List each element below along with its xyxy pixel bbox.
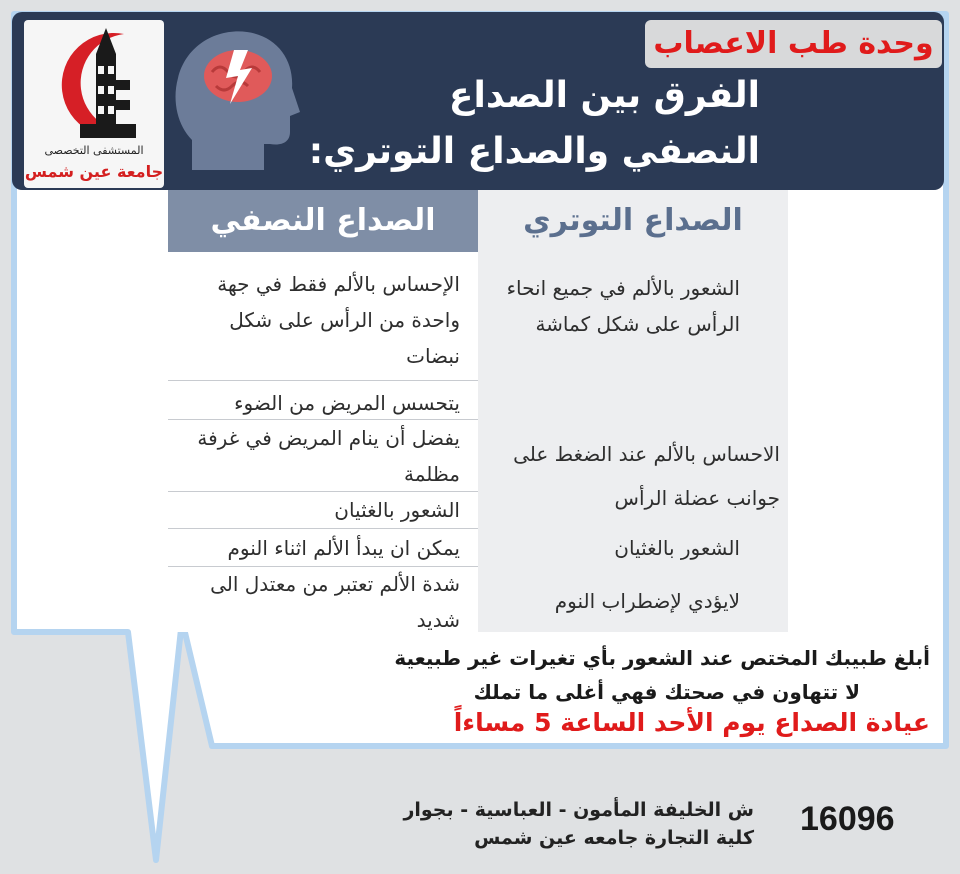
tension-item: لايؤدي لإضطراب النوم xyxy=(554,589,740,613)
row-divider xyxy=(168,380,478,381)
hospital-logo xyxy=(24,20,164,188)
logo-name-line-2: جامعة عين شمس xyxy=(24,162,164,181)
migraine-item: يفضل أن ينام المريض في غرفة مظلمة xyxy=(197,426,460,486)
advice-line-2: لا تتهاون في صحتك فهي أغلى ما تملك xyxy=(473,680,860,704)
address-line-2: كلية التجارة جامعه عين شمس xyxy=(474,827,754,849)
title-line-2: النصفي والصداع التوتري: xyxy=(308,131,760,172)
address xyxy=(403,796,754,852)
migraine-item: شدة الألم تعتبر من معتدل الى شديد xyxy=(210,572,460,632)
migraine-column-header: الصداع النصفي xyxy=(168,190,478,252)
page-title xyxy=(240,68,760,180)
clinic-schedule: عيادة الصداع يوم الأحد الساعة 5 مساءاً xyxy=(453,708,930,737)
logo-name-line-1: المستشفى التخصصى xyxy=(44,144,144,157)
tension-item: الاحساس بالألم عند الضغط على جوانب عضلة الرأس xyxy=(513,442,780,510)
tension-column-header: الصداع التوتري xyxy=(478,190,788,252)
hotline-number: 16096 xyxy=(800,800,895,838)
migraine-item: الشعور بالغثيان xyxy=(334,498,460,522)
tension-item: الشعور بالألم في جميع انحاء الرأس على شكل كماشة xyxy=(506,276,740,336)
address-line-1: ش الخليفة المأمون - العباسية - بجوار xyxy=(403,799,754,821)
migraine-item: يتحسس المريض من الضوء xyxy=(234,391,460,415)
advice-line-1: أبلغ طبيبك المختص عند الشعور بأي تغيرات غير طبيعية xyxy=(394,646,930,670)
row-divider xyxy=(168,528,478,529)
unit-label: وحدة طب الاعصاب xyxy=(645,20,942,68)
title-line-1: الفرق بين الصداع xyxy=(448,75,760,116)
migraine-item: يمكن ان يبدأ الألم اثناء النوم xyxy=(227,536,460,560)
tension-item: الشعور بالغثيان xyxy=(614,536,740,560)
migraine-item: الإحساس بالألم فقط في جهة واحدة من الرأس على شكل نبضات xyxy=(217,272,460,368)
